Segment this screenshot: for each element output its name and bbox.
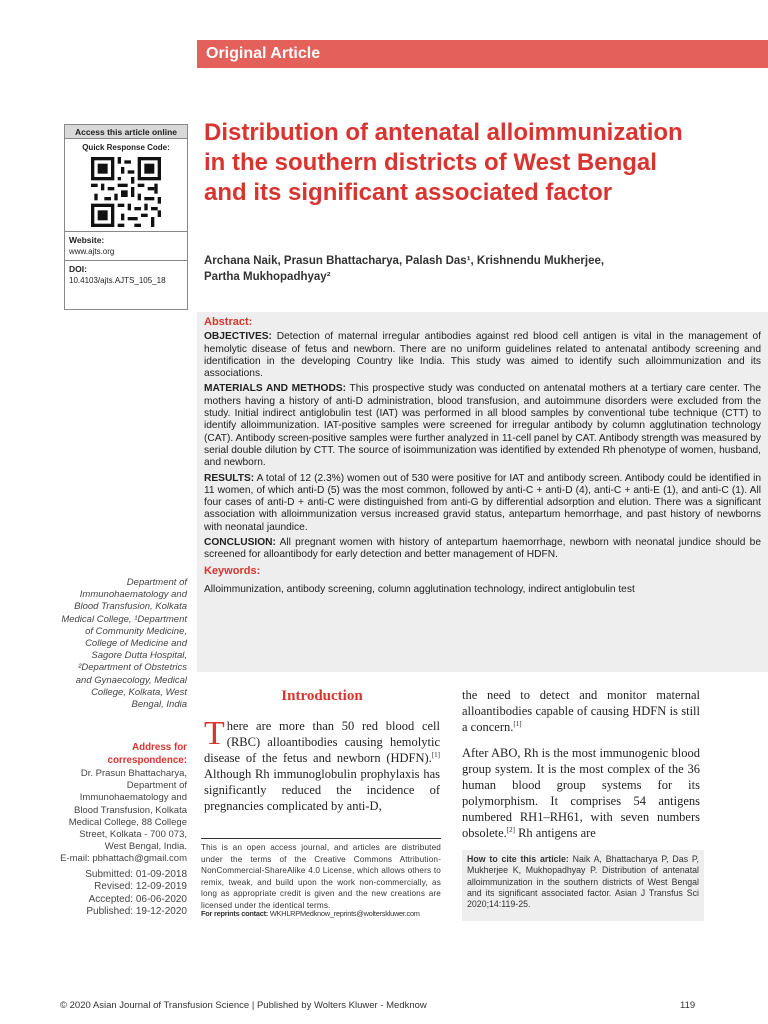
objectives-label: OBJECTIVES:	[204, 331, 272, 343]
date-submitted: Submitted: 01-09-2018	[85, 869, 187, 880]
reprints-contact	[201, 909, 441, 918]
abstract-conclusion	[204, 537, 761, 562]
reprints-label: For reprints contact:	[201, 909, 269, 918]
results-label: RESULTS:	[204, 472, 255, 484]
ref-1-link[interactable]: [1]	[431, 750, 440, 759]
methods-label: MATERIALS AND METHODS:	[204, 383, 347, 395]
objectives-text: Detection of maternal irregular antibodies against red blood cell antigen is vital in the management of hemolytic disease of fetus and newborn. There are no uniform guidelines related to antenatal antibody screening and identification in the developing Country like India. This study was aimed to identify such alloimmunization and its associations.	[204, 331, 761, 380]
website-row	[65, 232, 187, 261]
doi-row	[65, 261, 187, 289]
author-list	[204, 254, 724, 285]
license-notice: This is an open access journal, and articles are distributed under the terms of the Creative Commons Attribution-NonCommercial-ShareAlike 4.0 License, which allows others to remix, tweak, and build upon the work non-commercially, as long as appropriate credit is given and the new creations are licensed under the identical terms.	[201, 838, 441, 911]
doi-value[interactable]: 10.4103/ajts.AJTS_105_18	[69, 276, 166, 285]
how-to-cite-box	[462, 850, 704, 921]
affiliation: Department of Immunohaematology and Blood Transfusion, Kolkata Medical College, ¹Department of Community Medicine, College of Medicine and Sagore Dutta Hospital, ²Department of Obstetrics and Gynaecology, Medical College, Kolkata, West Bengal, India	[61, 577, 187, 711]
intro-col2-p2	[462, 745, 700, 841]
abstract-results	[204, 473, 761, 534]
introduction-heading: Introduction	[281, 688, 363, 704]
doi-label: DOI:	[69, 264, 87, 274]
conclusion-label: CONCLUSION:	[204, 537, 276, 549]
ref-2-link[interactable]: [2]	[506, 825, 515, 834]
article-title: Distribution of antenatal alloimmunization in the southern districts of West Bengal and its significant associated factor	[204, 119, 683, 206]
date-revised: Revised: 12-09-2019	[94, 881, 187, 893]
drop-cap: T	[204, 715, 225, 752]
col2-p2b-text: Rh antigens are	[514, 826, 596, 840]
abstract-objectives	[204, 331, 761, 380]
keywords-text: Alloimmunization, antibody screening, column agglutination technology, indirect antiglobulin test	[204, 583, 635, 595]
date-published: Published: 19-12-2020	[86, 906, 187, 918]
cite-label: How to cite this article:	[467, 854, 569, 864]
article-dates	[60, 869, 187, 919]
intro-column-2	[462, 687, 700, 851]
reprints-email[interactable]: WKHLRPMedknow_reprints@wolterskluwer.com	[268, 909, 420, 918]
correspondence-address: Dr. Prasun Bhattacharya, Department of Immunohaematology and Blood Transfusion, Kolkata Medical College, 88 College Street, Kolkata - 700 073, West Bengal, India.	[68, 768, 187, 853]
methods-text: This prospective study was conducted on antenatal mothers at a tertiary care center. The mothers having a history of anti-D administration, blood transfusion, and autoimmune disorders were excluded from the study. Initial indirect antiglobulin test (IAT) was performed in all blood samples by conventional tube technique (CTT) to identify alloimmunization. IAT-positive samples were screened for irregular antibody by column agglutination technology (CAT). Antibody screen-positive samples were further analyzed in 11-cell panel by CAT. Antibody strength was measured by serial double dilution by CTT. The source of isoimmunization was identified by extended Rh phenotype of women, husband, and newborn.	[204, 383, 761, 469]
intro-p1: here are more than 50 red blood cell (RBC) alloantibodies causing hemolytic disease of the fetus and newborn (HDFN).	[204, 719, 440, 765]
author-line-1: Archana Naik, Prasun Bhattacharya, Palash Das¹, Krishnendu Mukherjee,	[204, 255, 605, 267]
correspondence-email[interactable]: E-mail: pbhattach@gmail.com	[60, 853, 187, 865]
keywords-heading: Keywords:	[204, 564, 261, 577]
website-label: Website:	[69, 235, 105, 245]
date-accepted: Accepted: 06-06-2020	[88, 893, 187, 905]
abstract-box	[197, 312, 768, 672]
qr-code-wrap	[65, 152, 187, 232]
correspondence-block	[60, 768, 187, 866]
conclusion-text: All pregnant women with history of antepartum haemorrhage, newborn with neonatal jundice should be screened for alloantibody for early detection and better management of HDFN.	[204, 537, 761, 561]
results-text: A total of 12 (2.3%) women out of 530 were positive for IAT and antibody screen. Antibody could be identified in 11 women, of which anti-D (5) was the most common, followed by anti-C + anti-D (4), anti-C + anti-E (1), and anti-C (1). All four cases of anti-D + anti-C were distinguished from anti-G by differential adsorption and elution. There was a significant association with alloimmunization versus increased gravid status, antepartum hemorrhage, and past history of newborns with neonatal jaundice.	[204, 472, 761, 533]
qr-label: Quick Response Code:	[82, 143, 170, 152]
correspondence-heading: Address for correspondence:	[107, 742, 187, 766]
abstract-heading: Abstract:	[204, 316, 253, 328]
cite-text: Naik A, Bhattacharya P, Das P, Mukherjee K, Mukhopadhyay P. Distribution of antenatal alloimmunization in the southern districts of West Bengal and its significant associated factor. Asian J Transfus Sci 2020;14:119-25.	[467, 854, 699, 910]
article-type-banner: Original Article	[197, 40, 768, 68]
page-number: 119	[680, 1000, 696, 1011]
abstract-methods	[204, 383, 761, 469]
col2-p2-text: After ABO, Rh is the most immunogenic blood group system. It is the most complex of the 36 human blood group systems for its polymorphism. It comprises 54 antigens numbered RH1–RH61, with seven numbers obsolete.	[462, 746, 700, 840]
website-link[interactable]: www.ajts.org	[69, 247, 115, 256]
qr-code-icon[interactable]	[91, 157, 161, 227]
author-line-2: Partha Mukhopadhyay²	[204, 270, 331, 283]
intro-column-1	[204, 715, 440, 814]
col2-p1-text: the need to detect and monitor maternal alloantibodies capable of causing HDFN is still a concern.	[462, 688, 700, 734]
intro-col2-p1	[462, 687, 700, 735]
footer-copyright: © 2020 Asian Journal of Transfusion Science | Published by Wolters Kluwer - Medknow	[60, 1000, 427, 1011]
access-header: Access this article online	[65, 125, 187, 139]
ref-1b-link[interactable]: [1]	[513, 719, 522, 728]
intro-p1b: Although Rh immunoglobulin prophylaxis has significantly reduced the incidence of pregnancies complicated by anti-D,	[204, 767, 440, 813]
access-article-box	[64, 124, 188, 310]
